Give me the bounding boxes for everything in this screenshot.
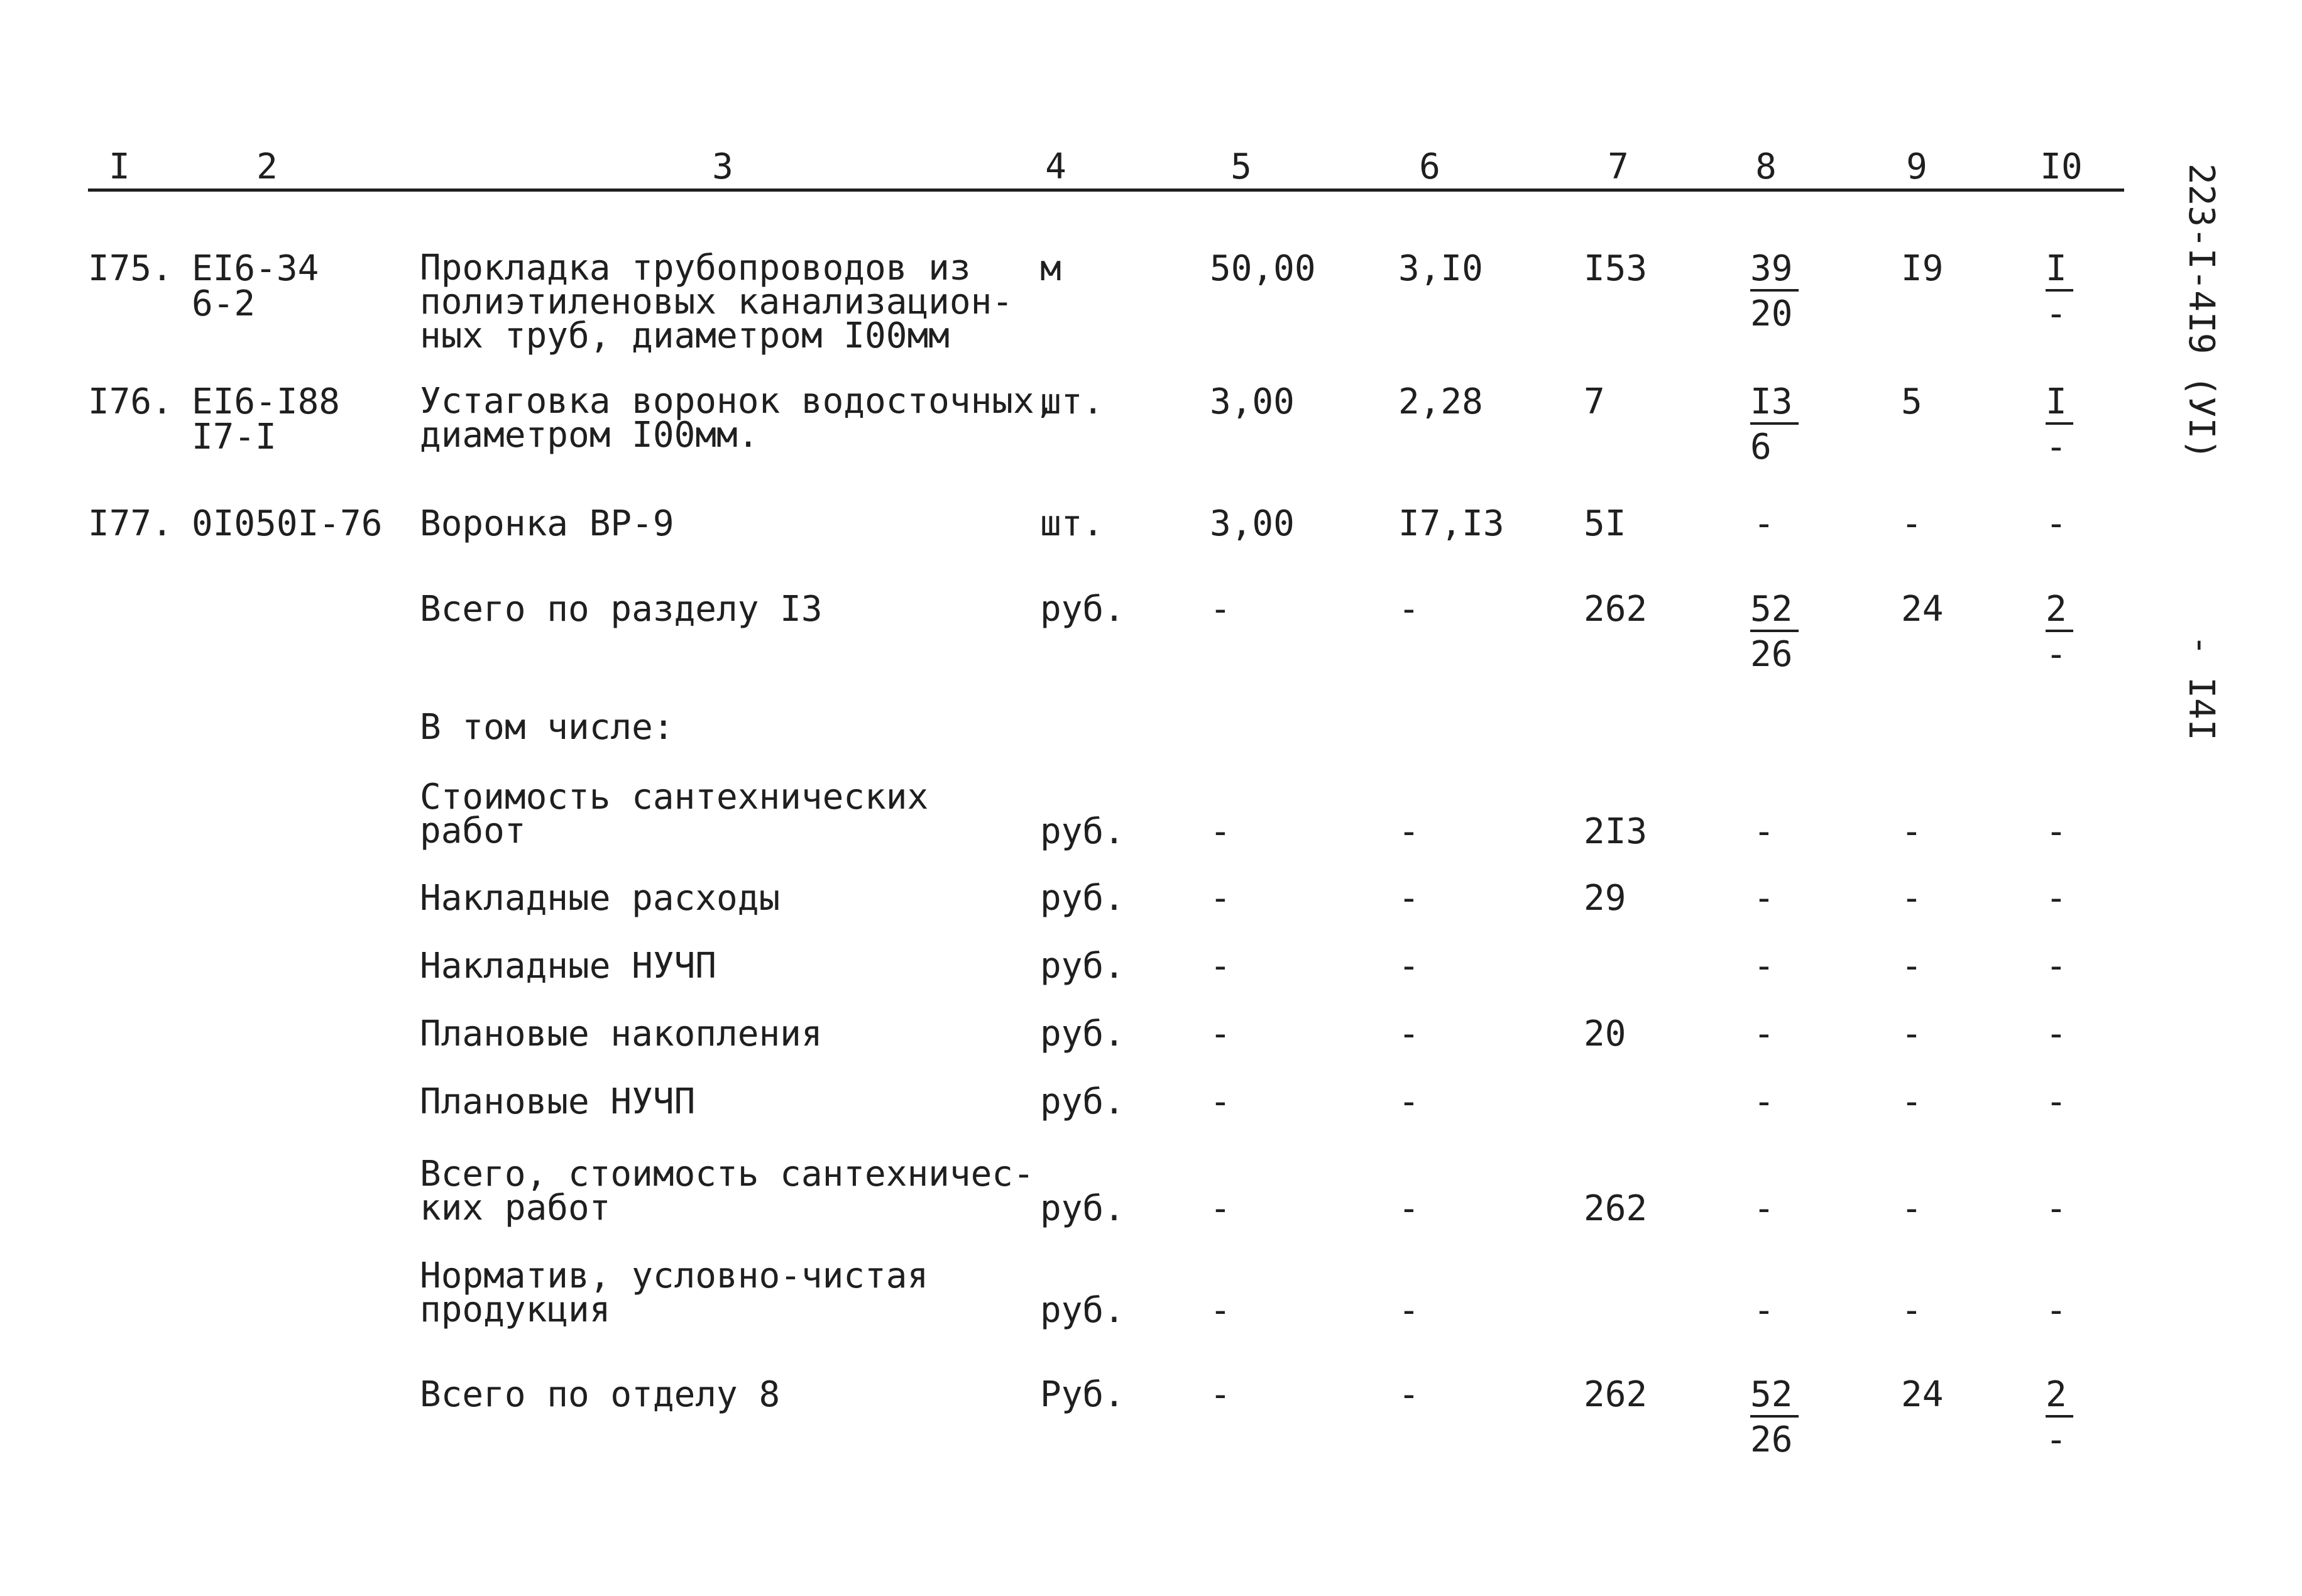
- total-col6: -: [1398, 1374, 1420, 1415]
- total-description: Плановые накопления: [420, 1014, 823, 1054]
- row-number: I77.: [88, 503, 173, 544]
- total-col5: -: [1210, 1290, 1231, 1331]
- col-header-7: 7: [1608, 146, 1629, 187]
- total-col10: -: [2046, 1014, 2067, 1054]
- fraction-numerator: 52: [1750, 1377, 1799, 1418]
- total-unit: руб.: [1040, 1081, 1125, 1122]
- row-col9: I9: [1901, 248, 1944, 289]
- total-unit: руб.: [1040, 1290, 1125, 1331]
- row-col8-fraction: [1750, 248, 1799, 334]
- row-description: Устаговка воронок водосточных, диаметром I00мм.: [420, 381, 1056, 456]
- row-col10-fraction: [2046, 381, 2073, 467]
- fraction-denominator: -: [2046, 427, 2067, 467]
- total-col9: -: [1901, 878, 1922, 919]
- total-description: Всего, стоимость сантехничес- ких работ: [420, 1154, 1034, 1228]
- total-col8: -: [1753, 811, 1775, 852]
- total-unit: руб.: [1040, 1188, 1125, 1229]
- row-col7: 7: [1584, 381, 1605, 422]
- col-header-10: I0: [2040, 146, 2083, 187]
- total-col5: -: [1210, 1188, 1231, 1229]
- row-col7: 5I: [1584, 503, 1626, 544]
- total-col10: -: [2046, 1188, 2067, 1229]
- total-col5: -: [1210, 811, 1231, 852]
- total-col7: 20: [1584, 1014, 1626, 1054]
- row-number: I75.: [88, 248, 173, 289]
- fraction-numerator: 2: [2046, 1377, 2073, 1418]
- total-col9: -: [1901, 1188, 1922, 1229]
- row-col6: I7,I3: [1398, 503, 1505, 544]
- fraction-denominator: 6: [1750, 427, 1772, 467]
- total-col7: 29: [1584, 878, 1626, 919]
- total-col7: 262: [1584, 589, 1648, 630]
- row-unit: шт.: [1040, 503, 1104, 544]
- col-header-3: 3: [712, 146, 733, 187]
- total-col9: 24: [1901, 1374, 1944, 1415]
- total-description: Накладные расходы: [420, 878, 781, 919]
- total-col6: -: [1398, 811, 1420, 852]
- row-col5: 3,00: [1210, 503, 1295, 544]
- row-code: 0I050I-76: [192, 503, 383, 544]
- total-description: Норматив, условно-чистая продукция: [420, 1255, 929, 1330]
- row-col5: 3,00: [1210, 381, 1295, 422]
- total-col6: -: [1398, 1014, 1420, 1054]
- fraction-numerator: 39: [1750, 251, 1799, 292]
- fraction-denominator: 20: [1750, 293, 1793, 334]
- total-unit: руб.: [1040, 1014, 1125, 1054]
- total-col10-fraction: [2046, 589, 2073, 675]
- total-col7: 262: [1584, 1374, 1648, 1415]
- total-col8: -: [1753, 1081, 1775, 1122]
- total-col10: -: [2046, 811, 2067, 852]
- total-description: Стоимость сантехнических работ: [420, 777, 929, 851]
- total-col5: -: [1210, 1081, 1231, 1122]
- row-code: EI6-I88 I7-I: [192, 381, 341, 457]
- total-col8: -: [1753, 1290, 1775, 1331]
- col-header-5: 5: [1230, 146, 1252, 187]
- row-description: Прокладка трубопроводов из полиэтиленовых канализацион- ных труб, диаметром I00мм: [420, 248, 1014, 356]
- row-col7: I53: [1584, 248, 1648, 289]
- subsection-label: В том числе:: [420, 707, 674, 748]
- fraction-numerator: 52: [1750, 592, 1799, 632]
- col-header-9: 9: [1906, 146, 1927, 187]
- fraction-denominator: 26: [1750, 1419, 1793, 1460]
- total-description: Всего по отделу 8: [420, 1374, 781, 1415]
- row-col6: 3,I0: [1398, 248, 1483, 289]
- col-header-6: 6: [1419, 146, 1440, 187]
- header-rule: [88, 189, 2124, 192]
- total-unit: руб.: [1040, 589, 1125, 630]
- total-unit: руб.: [1040, 878, 1125, 919]
- total-col6: -: [1398, 946, 1420, 987]
- total-col9: -: [1901, 946, 1922, 987]
- total-unit: Руб.: [1040, 1374, 1125, 1415]
- row-col9: 5: [1901, 381, 1922, 422]
- total-col6: -: [1398, 1188, 1420, 1229]
- row-col6: 2,28: [1398, 381, 1483, 422]
- row-unit: м: [1040, 248, 1061, 289]
- total-col10: -: [2046, 878, 2067, 919]
- row-description: Воронка ВР-9: [420, 503, 674, 544]
- row-col10: -: [2046, 503, 2067, 544]
- total-col10-fraction: [2046, 1374, 2073, 1460]
- fraction-numerator: I: [2046, 385, 2073, 425]
- row-col8: -: [1753, 503, 1775, 544]
- row-number: I76.: [88, 381, 173, 422]
- total-col8-fraction: [1750, 589, 1799, 675]
- total-description: Плановые НУЧП: [420, 1081, 696, 1122]
- col-header-4: 4: [1045, 146, 1066, 187]
- fraction-denominator: -: [2046, 634, 2067, 675]
- total-col10: -: [2046, 1081, 2067, 1122]
- total-col5: -: [1210, 1374, 1231, 1415]
- total-col5: -: [1210, 589, 1231, 630]
- total-col7: 262: [1584, 1188, 1648, 1229]
- row-col9: -: [1901, 503, 1922, 544]
- total-col8-fraction: [1750, 1374, 1799, 1460]
- total-col7: 2I3: [1584, 811, 1648, 852]
- row-col5: 50,00: [1210, 248, 1316, 289]
- col-header-8: 8: [1755, 146, 1777, 187]
- row-col8-fraction: [1750, 381, 1799, 467]
- total-col9: -: [1901, 1081, 1922, 1122]
- total-col9: -: [1901, 811, 1922, 852]
- fraction-numerator: 2: [2046, 592, 2073, 632]
- total-col6: -: [1398, 1290, 1420, 1331]
- row-col10-fraction: [2046, 248, 2073, 334]
- total-col5: -: [1210, 878, 1231, 919]
- total-col8: -: [1753, 1188, 1775, 1229]
- total-unit: руб.: [1040, 946, 1125, 987]
- fraction-numerator: I3: [1750, 385, 1799, 425]
- fraction-denominator: -: [2046, 1419, 2067, 1460]
- total-description: Накладные НУЧП: [420, 946, 717, 987]
- side-document-code: 223-I-4I9 (УI): [2181, 163, 2222, 461]
- fraction-numerator: I: [2046, 251, 2073, 292]
- total-col5: -: [1210, 946, 1231, 987]
- total-col10: -: [2046, 946, 2067, 987]
- col-header-2: 2: [256, 146, 278, 187]
- fraction-denominator: 26: [1750, 634, 1793, 675]
- total-col9: -: [1901, 1290, 1922, 1331]
- total-col6: -: [1398, 589, 1420, 630]
- total-col10: -: [2046, 1290, 2067, 1331]
- fraction-denominator: -: [2046, 293, 2067, 334]
- total-col8: -: [1753, 1014, 1775, 1054]
- total-col5: -: [1210, 1014, 1231, 1054]
- total-col9: 24: [1901, 589, 1944, 630]
- row-code: EI6-34 6-2: [192, 248, 319, 324]
- total-col8: -: [1753, 878, 1775, 919]
- total-col8: -: [1753, 946, 1775, 987]
- total-col6: -: [1398, 1081, 1420, 1122]
- total-col6: -: [1398, 878, 1420, 919]
- total-unit: руб.: [1040, 811, 1125, 852]
- col-header-1: I: [109, 146, 130, 187]
- total-description: Всего по разделу I3: [420, 589, 823, 630]
- side-page-number: - I4I: [2181, 635, 2222, 741]
- total-col9: -: [1901, 1014, 1922, 1054]
- row-unit: шт.: [1040, 381, 1104, 422]
